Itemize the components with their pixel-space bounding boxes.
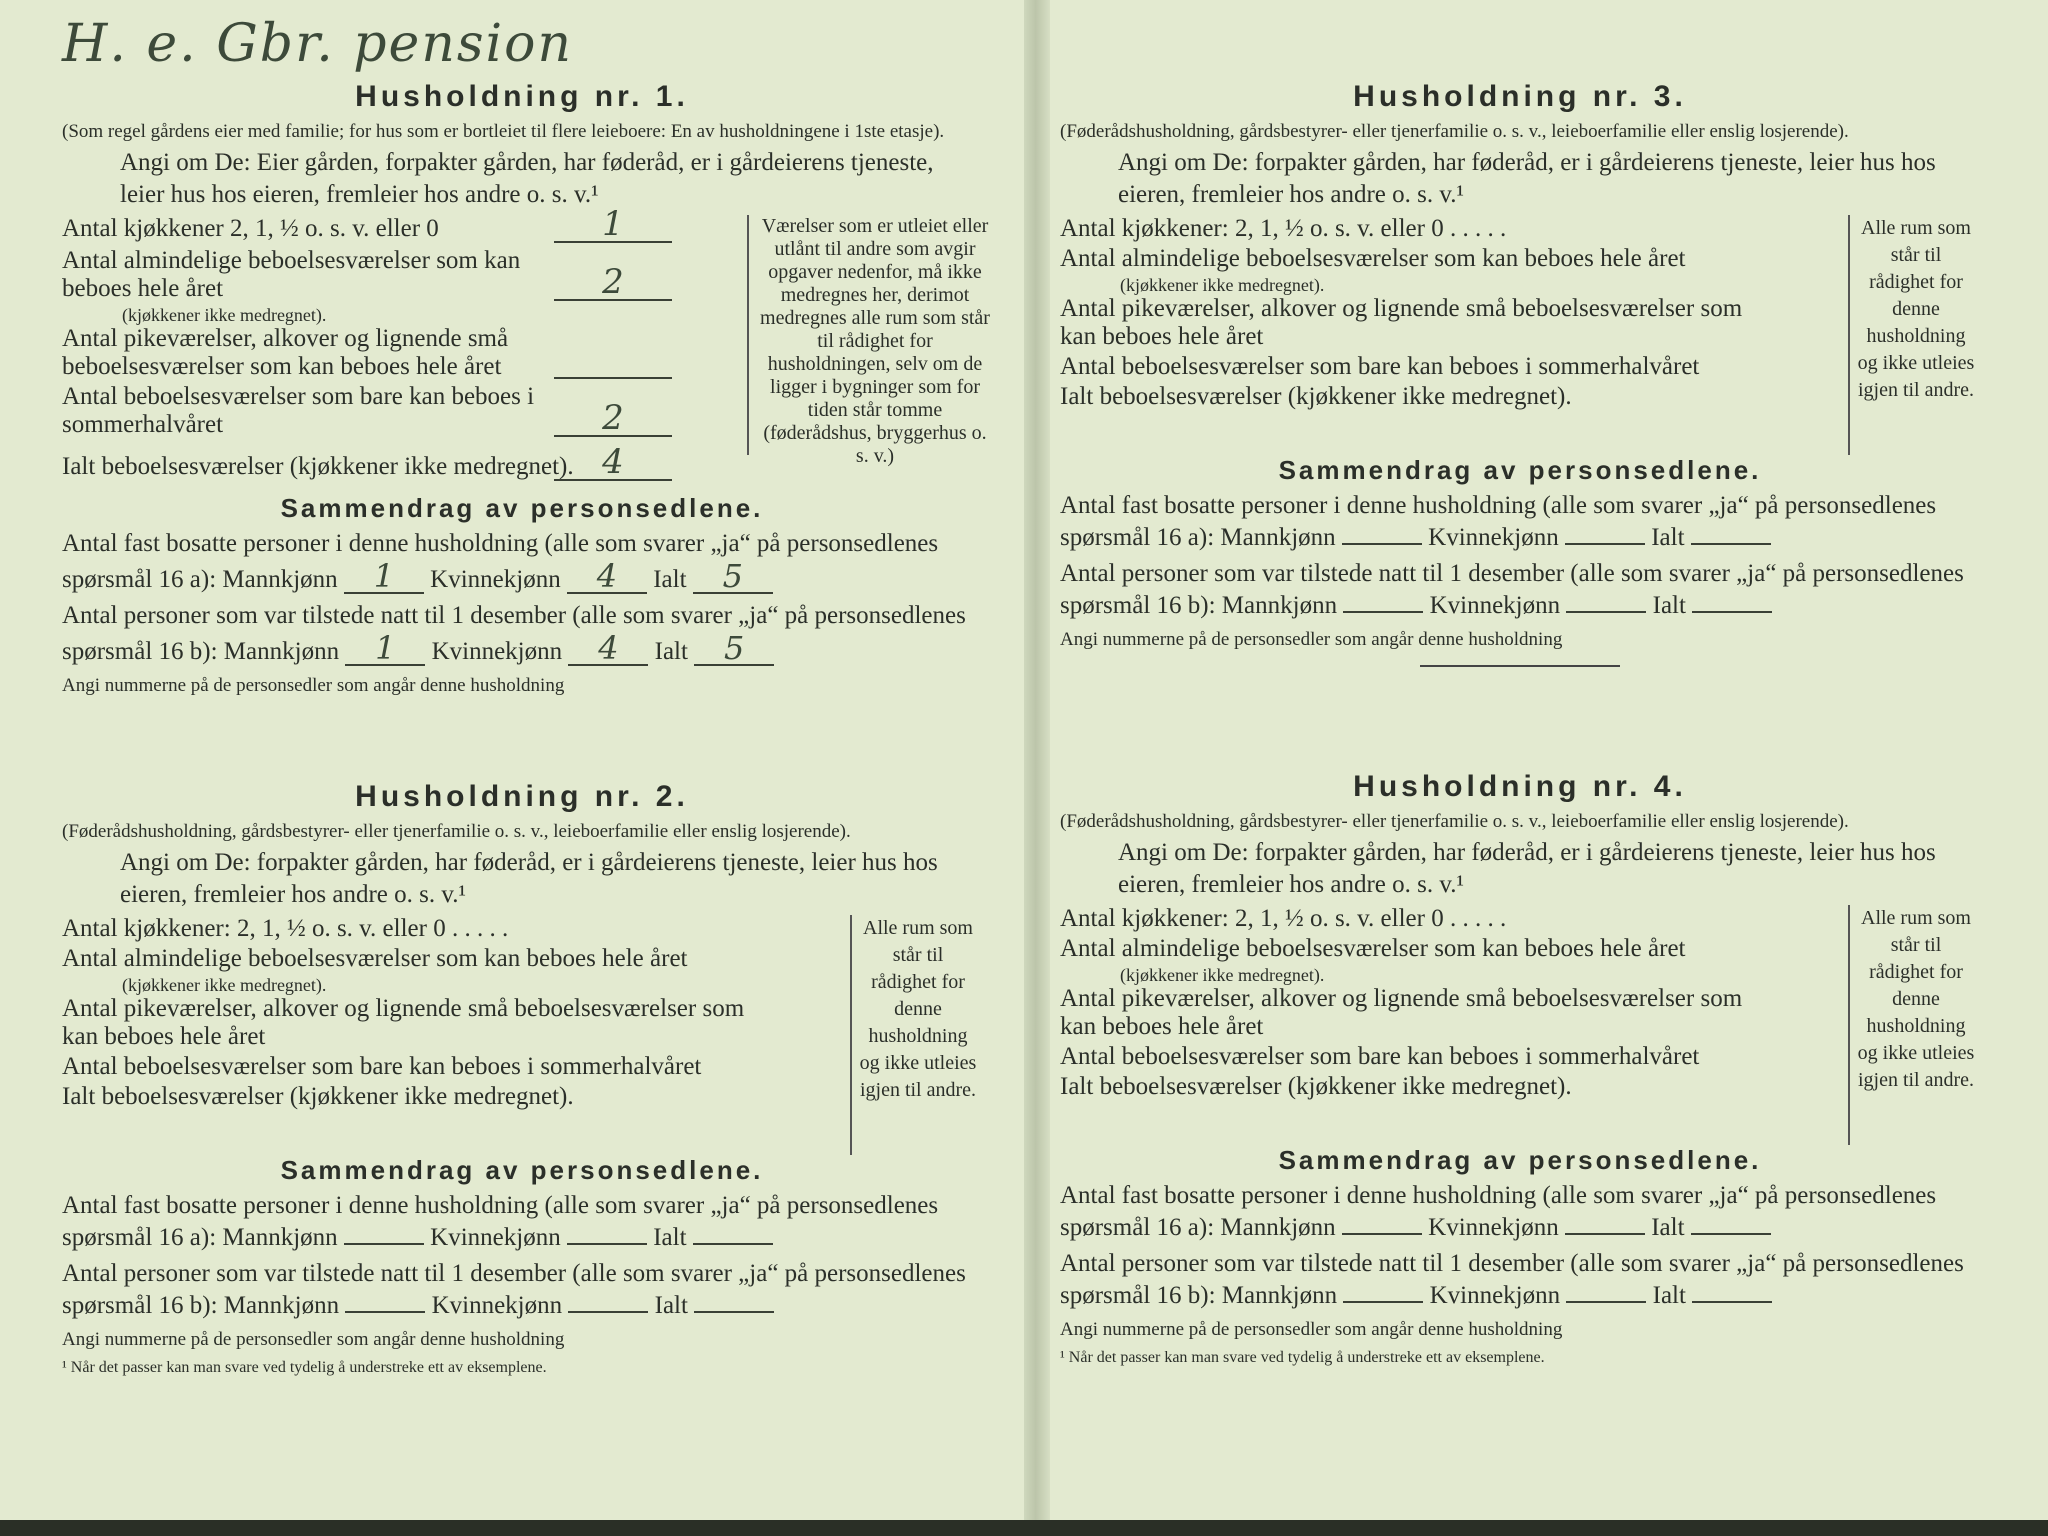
- household-1: [62, 80, 990, 697]
- household-2: Husholdning nr. 2. (Føderådshusholdning, gårdsbestyrer- eller tjenerfamilie o. s. v., leieboerfamilie eller enslig losjerende). Angi om De: forpakter gården, har føderåd, er i gårdeierens tjeneste, leier hus hos eieren, fremleier hos andre o. s. v.¹ Antal kjøkkener: 2, 1, ½ o. s. v. eller 0 . . . . . Antal almindelige beboelsesværelser som kan beboes hele året (kjøkkener ikke medregnet). Antal pikeværelser, alkover og lignende små beboelsesværelser som kan beboes hele året Antal beboelsesværelser som bare kan beboes i sommerhalvåret Ialt beboelsesværelser (kjøkkener ikke medregnet). Alle rum som står til rådighet for denne husholdning og ikke utleies igjen til andre. Sammendrag av personsedlene. Antal fast bosatte personer i denne husholdning (alle som svarer „ja“ på personsedlenes spørsmål 16 a): Mannkjønn Kvinnekjønn Ialt Antal personer som var tilstede natt til 1 desember (alle som svarer „ja“ på personsedlenes spørsmål 16 b): Mannkjønn Kvinnekjønn Ialt Angi nummerne på de personsedler som angår denne husholdning ¹ Når det passer kan man svare ved tydelig å understreke ett av eksemplene.: [62, 780, 982, 1393]
- footnote: ¹ Når det passer kan man svare ved tydelig å understreke ett av eksemplene.: [62, 1359, 547, 1376]
- household-4: Husholdning nr. 4. (Føderådshusholdning, gårdsbestyrer- eller tjenerfamilie o. s. v., leieboerfamilie eller enslig losjerende). Angi om De: forpakter gården, har føderåd, er i gårdeierens tjeneste, leier hus hos eieren, fremleier hos andre o. s. v.¹ Antal kjøkkener: 2, 1, ½ o. s. v. eller 0 . . . . . Antal almindelige beboelsesværelser som kan beboes hele året (kjøkkener ikke medregnet). Antal pikeværelser, alkover og lignende små beboelsesværelser som kan beboes hele året Antal beboelsesværelser som bare kan beboes i sommerhalvåret Ialt beboelsesværelser (kjøkkener ikke medregnet). Alle rum som står til rådighet for denne husholdning og ikke utleies igjen til andre. Sammendrag av personsedlene. Antal fast bosatte personer i denne husholdning (alle som svarer „ja“ på personsedlenes spørsmål 16 a): Mannkjønn Kvinnekjønn Ialt Antal personer som var tilstede natt til 1 desember (alle som svarer „ja“ på personsedlenes spørsmål 16 b): Mannkjønn Kvinnekjønn Ialt Angi nummerne på de personsedler som angår denne husholdning ¹ Når det passer kan man svare ved tydelig å understreke ett av eksemplene.: [1060, 770, 1980, 1383]
- sommer-row: Antal beboelsesværelser som bare kan beboes i sommerhalvåret 2: [62, 383, 672, 439]
- alm-value: 2: [554, 265, 672, 301]
- left-page: [62, 0, 1042, 1520]
- alm-sub: (kjøkkener ikke medregnet).: [122, 305, 327, 325]
- bottom-edge: [0, 1520, 2048, 1536]
- household-1-title: Husholdning nr. 1.: [355, 80, 689, 113]
- pike-value: [554, 343, 672, 379]
- summary-title: Sammendrag av personsedlene.: [280, 493, 764, 523]
- ialt-value: 4: [554, 445, 672, 481]
- household-1-side-note: Værelser som er utleiet eller utlånt til andre som avgir opgaver nedenfor, må ikke medregnes her, derimot medregnes alle rum som står til rådighet for husholdningen, selv om de ligger i bygninger som for tiden står tomme (føderådshus, bryggerhus o. s. v.): [747, 215, 993, 455]
- household-3-title: Husholdning nr. 3.: [1353, 80, 1687, 113]
- ialt-row: Ialt beboelsesværelser (kjøkkener ikke medregnet). 4: [62, 451, 672, 483]
- handwritten-note: H. e. Gbr. pension: [62, 14, 573, 74]
- right-page: [1060, 0, 2040, 1520]
- pike-row: Antal pikeværelser, alkover og lignende små beboelsesværelser som kan beboes hele året: [62, 325, 672, 381]
- household-4-side-note: Alle rum som står til rådighet for denne husholdning og ikke utleies igjen til andre.: [1848, 905, 1976, 1145]
- household-1-note: (Som regel gårdens eier med familie; for hus som er bortleiet til flere leieboere: En av husholdningene i 1ste etasje).: [62, 121, 945, 142]
- sommer-value: 2: [554, 401, 672, 437]
- nummer-row: Angi nummerne på de personsedler som angår denne husholdning: [62, 675, 565, 696]
- household-3: Husholdning nr. 3. (Føderådshusholdning, gårdsbestyrer- eller tjenerfamilie o. s. v., leieboerfamilie eller enslig losjerende). Angi om De: forpakter gården, har føderåd, er i gårdeierens tjeneste, leier hus hos eieren, fremleier hos andre o. s. v.¹ Antal kjøkkener: 2, 1, ½ o. s. v. eller 0 . . . . . Antal almindelige beboelsesværelser som kan beboes hele året (kjøkkener ikke medregnet). Antal pikeværelser, alkover og lignende små beboelsesværelser som kan beboes hele året Antal beboelsesværelser som bare kan beboes i sommerhalvåret Ialt beboelsesværelser (kjøkkener ikke medregnet). Alle rum som står til rådighet for denne husholdning og ikke utleies igjen til andre. Sammendrag av personsedlene. Antal fast bosatte personer i denne husholdning (alle som svarer „ja“ på personsedlenes spørsmål 16 a): Mannkjønn Kvinnekjønn Ialt Antal personer som var tilstede natt til 1 desember (alle som svarer „ja“ på personsedlenes spørsmål 16 b): Mannkjønn Kvinnekjønn Ialt Angi nummerne på de personsedler som angår denne husholdning: [1060, 80, 1980, 667]
- household-1-angi: Angi om De: Eier gården, forpakter gården, har føderåd, er i gårdeierens tjeneste, leier hus hos eieren, fremleier hos andre o. s. v.¹: [120, 149, 934, 208]
- tilstede-row: Antal personer som var tilstede natt til 1 desember (alle som svarer „ja“ på personsedlenes spørsmål 16 b): Mannkjønn 1 Kvinnekjønn 4 Ialt 5: [62, 602, 966, 667]
- household-4-title: Husholdning nr. 4.: [1353, 770, 1687, 803]
- kjokkener-row: Antal kjøkkener 2, 1, ½ o. s. v. eller 0 1: [62, 215, 672, 245]
- separator-rule: [1420, 665, 1620, 667]
- alm-row: Antal almindelige beboelsesværelser som kan beboes hele året 2: [62, 247, 672, 303]
- household-2-title: Husholdning nr. 2.: [355, 780, 689, 813]
- household-2-side-note: Alle rum som står til rådighet for denne husholdning og ikke utleies igjen til andre.: [850, 915, 978, 1155]
- household-3-side-note: Alle rum som står til rådighet for denne husholdning og ikke utleies igjen til andre.: [1848, 215, 1976, 455]
- kjokkener-value: 1: [554, 207, 672, 243]
- fast-row: Antal fast bosatte personer i denne husholdning (alle som svarer „ja“ på personsedlenes spørsmål 16 a): Mannkjønn 1 Kvinnekjønn 4 Ialt 5: [62, 530, 939, 595]
